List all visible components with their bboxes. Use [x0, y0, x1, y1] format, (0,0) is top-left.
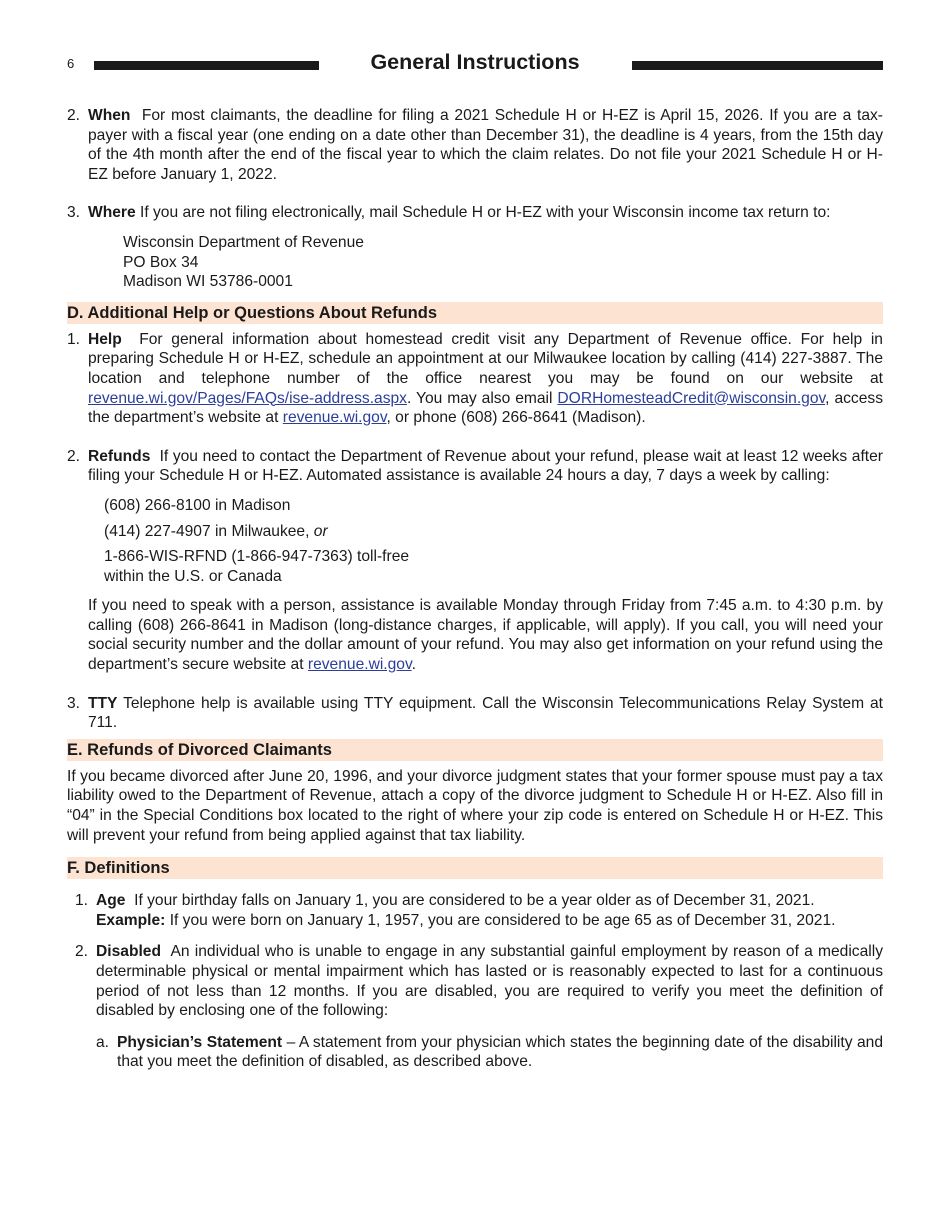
physician-statement-item [67, 1033, 883, 1072]
help-item [67, 330, 883, 428]
section-e-heading: E. Refunds of Divorced Claimants [67, 739, 883, 761]
address-line: PO Box 34 [123, 253, 199, 271]
item-text: For general information about homestead credit visit any Department of Revenue office. For help in preparing Schedule H or H-EZ, schedule an appointment at our Milwaukee location by calling (414) 227-3887. The location and telephone number of the office nearest you may be found on our website at [88, 330, 883, 387]
phone-text: 1-866-WIS-RFND (1-866-947-7363) toll-free [104, 548, 410, 566]
phone-madison: (608) 266-8100 in Madison [104, 496, 291, 514]
item-text: If you need to contact the Department of Revenue about your refund, please wait at least 12 weeks after filing your Schedule H or H-EZ. Automated assistance is available 24 hours a day, 7 days a week by calling: [88, 447, 883, 485]
item-number: 3. [67, 694, 81, 712]
ise-address-link[interactable]: revenue.wi.gov/Pages/FAQs/ise-address.aspx [88, 389, 407, 407]
page-content [67, 106, 883, 1072]
item-number: 2. [75, 943, 89, 961]
address-line: Madison WI 53786-0001 [123, 273, 293, 291]
item-label: Where [88, 204, 136, 222]
item-text: For most claimants, the deadline for filing a 2021 Schedule H or H-EZ is April 15, 2026. If you are a tax-payer with a fiscal year (one ending on a date other than December 31), the deadline is 4 years, from the 15th day of the 4th month after the end of the fiscal year to which the claim relates. Do not file your 2021 Schedule H or H-EZ before January 1, 2022. [88, 107, 883, 183]
paragraph-text: If you need to speak with a person, assistance is available Monday through Friday from 7:45 a.m. to 4:30 p.m. by calling (608) 266-8641 in Madison (long-distance charges, if applicable, will apply). If you call, you will need your social security number and the dollar amount of your refund. You may also get information on your refund using the department’s secure website at [88, 597, 883, 674]
speak-with-person-paragraph [67, 596, 883, 674]
where-item [67, 203, 883, 223]
header-rule-right [632, 61, 883, 70]
example-label: Example: [96, 911, 166, 929]
phone-milwaukee [67, 522, 883, 542]
item-text: , access the department’s website at [88, 389, 883, 427]
item-text: Telephone help is available using TTY equipment. Call the Wisconsin Telecommunications Relay System at 711. [88, 694, 883, 732]
item-text: If your birthday falls on January 1, you are considered to be a year older as of December 31, 2021. [134, 892, 815, 910]
secure-website-link[interactable]: revenue.wi.gov [307, 656, 412, 674]
revenue-website-link[interactable]: revenue.wi.gov [282, 409, 387, 427]
mailing-address [67, 233, 883, 292]
phone-text: within the U.S. or Canada [104, 567, 282, 585]
disabled-item [67, 942, 883, 1020]
item-text: , or phone (608) 266-8641 (Madison). [386, 409, 646, 427]
phone-toll-free [67, 547, 883, 586]
section-d-heading: D. Additional Help or Questions About Refunds [67, 302, 883, 324]
item-number: a. [96, 1033, 110, 1051]
refunds-item [67, 447, 883, 486]
page-title: General Instructions [370, 50, 580, 74]
item-label: Physician’s Statement [117, 1033, 283, 1051]
item-number: 2. [67, 447, 81, 465]
item-text: – A statement from your physician which states the beginning date of the disability and that you meet the definition of disabled, as described above. [117, 1033, 884, 1071]
when-item [67, 106, 883, 184]
page-number: 6 [67, 56, 75, 71]
item-label: Age [96, 892, 126, 910]
divorced-paragraph: If you became divorced after June 20, 1996, and your divorce judgment states that your former spouse must pay a tax liability owed to the Department of Revenue, attach a copy of the divorce judgment to Schedule H or H-EZ. Also fill in “04” in the Special Conditions box located to the right of where your zip code is entered on Schedule H or H-EZ. This will prevent your refund from being applied against that tax liability. [67, 767, 883, 844]
item-label: Disabled [96, 943, 161, 961]
age-item [67, 891, 883, 930]
phone-text: (414) 227-4907 in Milwaukee, [104, 522, 310, 540]
item-number: 3. [67, 204, 81, 222]
address-line: Wisconsin Department of Revenue [123, 233, 364, 251]
homestead-email-link[interactable]: DORHomesteadCredit@wisconsin.gov [557, 389, 826, 407]
item-number: 2. [67, 107, 81, 124]
item-label: When [88, 107, 131, 124]
item-number: 1. [75, 892, 89, 910]
paragraph-text: . [411, 656, 416, 674]
tty-item [67, 694, 883, 733]
item-text: . You may also email [406, 389, 553, 407]
item-text: An individual who is unable to engage in any substantial gainful employment by reason of a medically determinable physical or mental impairment which has lasted or is reasonably expected to last for a continuous period of not less than 12 months. If you are disabled, you are required to verify you meet the definition of disabled by enclosing one of the following: [96, 943, 883, 1020]
item-text: If you were born on January 1, 1957, you are considered to be age 65 as of December 31, 2021. [169, 911, 836, 929]
or-text: or [313, 522, 328, 540]
section-f-heading: F. Definitions [67, 857, 883, 879]
item-label: Refunds [88, 447, 151, 465]
item-label: Help [88, 330, 122, 348]
header-rule-left [94, 61, 319, 70]
item-label: TTY [88, 694, 118, 712]
item-text: If you are not filing electronically, mail Schedule H or H-EZ with your Wisconsin income tax return to: [140, 204, 831, 222]
item-number: 1. [67, 330, 81, 348]
